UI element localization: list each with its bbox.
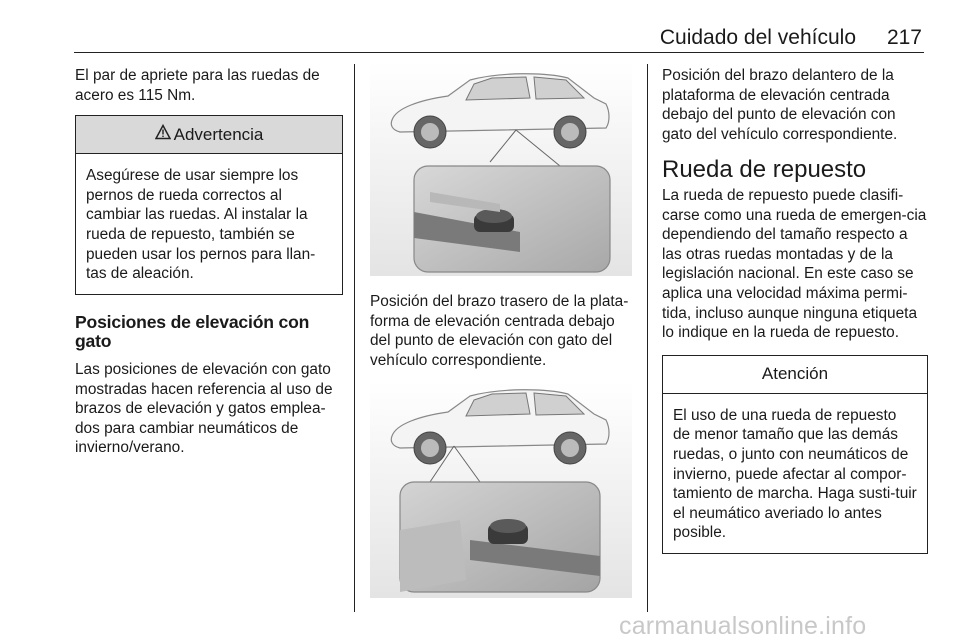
notice-body: El uso de una rueda de repuesto de menor tamaño que las demás ruedas, o junto con neumáticos de invierno, puede afectar al compor-tamiento de marcha. Haga susti-tuir el neumático averiado lo antes posible. [673,406,917,542]
spare-wheel-heading: Rueda de repuesto [662,156,867,184]
column-3 [662,66,928,554]
column-divider-2 [647,64,648,612]
front-lift-illustration [370,380,632,598]
lift-positions-paragraph: Las posiciones de elevación con gato mostradas hacen referencia al uso de brazos de elevación y gatos emplea-dos para cambiar neumáticos de invierno/verano. [75,360,333,457]
front-arm-caption: Posición del brazo delantero de la plataforma de elevación centrada debajo del punto de elevación con gato del vehículo correspondiente. [662,67,898,143]
column-divider-1 [354,64,355,612]
rear-arm-caption: Posición del brazo trasero de la plata-forma de elevación centrada debajo del punto de elevación con gato del vehículo correspondiente. [370,293,629,369]
notice-header: Atención [663,356,927,394]
column-1 [75,66,343,458]
column-2 [370,62,632,598]
page-header [74,18,924,53]
warning-body: Asegúrese de usar siempre los pernos de rueda correctos al cambiar las ruedas. Al instalar la rueda de repuesto, también se pueden usar los pernos para llan-tas de aleación. [86,167,316,283]
warning-header [76,116,342,154]
lift-positions-heading: Posiciones de elevación con gato [75,311,310,352]
page-number: 217 [886,26,922,49]
spare-wheel-paragraph: La rueda de repuesto puede clasifi-carse como una rueda de emergen-cia dependiendo del tamaño respecto a las otras ruedas montadas y de la legislación nacional. En este caso se aplica una velocidad máxima permi-tida, incluso aunque ninguna etiqueta lo indique en la rueda de repuesto. [662,186,927,342]
torque-paragraph: El par de apriete para las ruedas de acero es 115 Nm. [75,67,320,104]
warning-title: Advertencia [173,124,264,144]
page-title: Cuidado del vehículo [659,26,856,49]
rear-lift-illustration [370,62,632,276]
notice-box [662,355,928,554]
warning-box [75,115,343,295]
watermark: carmanualsonline.info [619,612,867,640]
warning-triangle-icon [155,124,171,145]
